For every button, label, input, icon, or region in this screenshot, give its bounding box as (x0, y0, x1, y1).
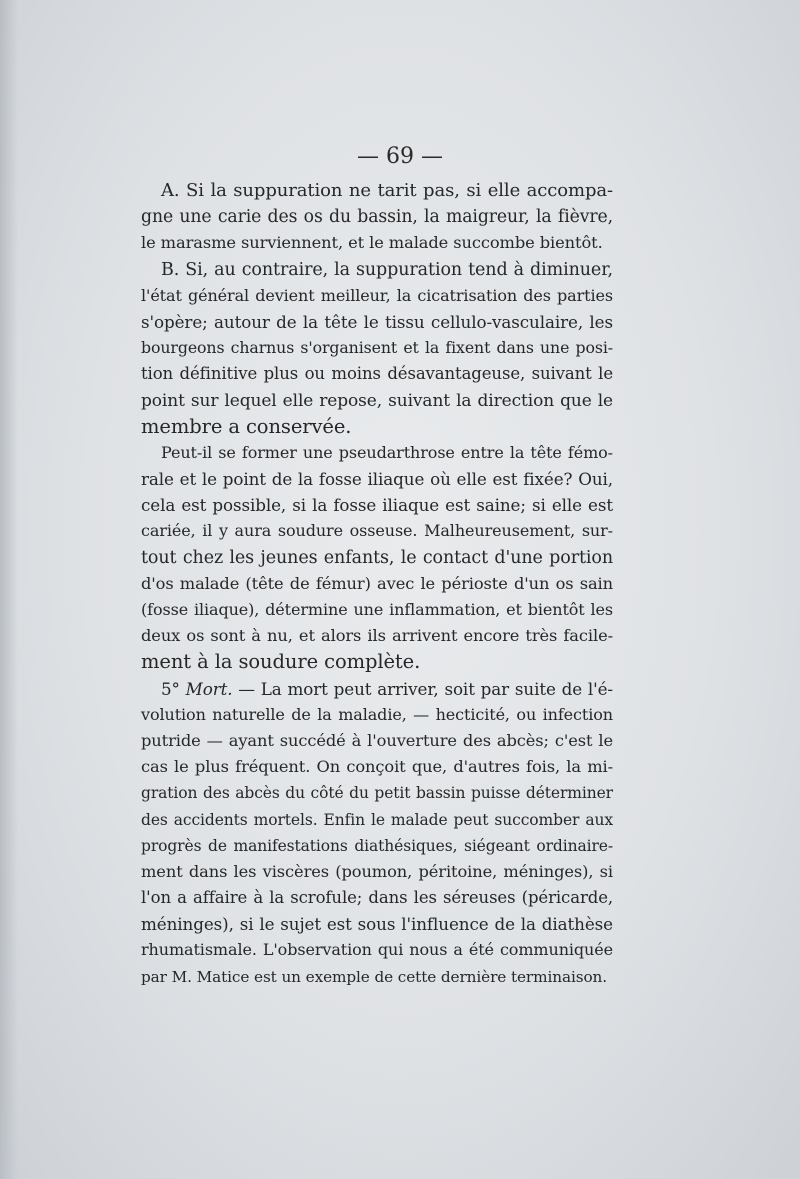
text-line: (fosse iliaque), détermine une inflammation, et bientôt les (141, 600, 613, 619)
text-line: rhumatismale. L'observation qui nous a été communiquée (141, 940, 613, 960)
text-line: progrès de manifestations diathésiques, siégeant ordinaire- (141, 836, 613, 855)
text-line: volution naturelle de la maladie, — hecticité, ou infection (141, 704, 613, 724)
text-line: ment dans les viscères (poumon, péritoine, méninges), si (141, 861, 613, 881)
text-line: l'on a affaire à la scrofule; dans les séreuses (péricarde, (141, 888, 613, 908)
text-line: l'état général devient meilleur, la cicatrisation des parties (141, 285, 613, 305)
text-line: d'os malade (tête de fémur) avec le périoste d'un os sain (141, 573, 613, 593)
text-line: par M. Matice est un exemple de cette dernière terminaison. (141, 967, 608, 986)
text-line: gne une carie des os du bassin, la maigreur, la fièvre, (141, 207, 613, 228)
text-line: tion définitive plus ou moins désavantageuse, suivant le (141, 364, 613, 384)
text-line: des accidents mortels. Enfin le malade peut succomber aux (141, 810, 613, 829)
text-line: Peut-il se former une pseudarthrose entre la tête fémo- (161, 442, 613, 462)
text-line: point sur lequel elle repose, suivant la direction que le (141, 390, 613, 411)
text-line: cela est possible, si la fosse iliaque est saine; si elle est (141, 495, 613, 516)
text-line: cas le plus fréquent. On conçoit que, d'autres fois, la mi- (141, 757, 613, 777)
page-number: — 69 — (357, 144, 443, 169)
body-text (141, 178, 613, 990)
text-line: s'opère; autour de la tête le tissu cellulo-vasculaire, les (141, 311, 613, 332)
section-heading: Mort. (185, 678, 233, 699)
text-line: cariée, il y aura soudure osseuse. Malheureusement, sur- (141, 521, 613, 541)
text-line: tout chez les jeunes enfants, le contact d'une portion (141, 547, 613, 568)
text-line: gration des abcès du côté du petit bassin puisse déterminer (141, 784, 613, 803)
text-line: B. Si, au contraire, la suppuration tend à diminuer, (161, 259, 613, 280)
text-line: bourgeons charnus s'organisent et la fixent dans une posi- (141, 338, 613, 358)
text-line: A. Si la suppuration ne tarit pas, si elle accompa- (161, 180, 613, 201)
page-edge-shadow (0, 0, 18, 1179)
text-line: deux os sont à nu, et alors ils arrivent encore très facile- (141, 626, 613, 646)
text-line: putride — ayant succédé à l'ouverture des abcès; c'est le (141, 730, 613, 750)
text-line (141, 676, 613, 702)
text-line: le marasme surviennent, et le malade succombe bientôt. (141, 233, 603, 253)
text-line-content: — La mort peut arriver, soit par suite de l'é- (232, 678, 613, 699)
text-line: méninges), si le sujet est sous l'influence de la diathèse (141, 914, 613, 935)
text-line: rale et le point de la fosse iliaque où elle est fixée? Oui, (141, 469, 613, 490)
section-number: 5° (161, 678, 186, 699)
text-line: ment à la soudure complète. (141, 650, 421, 674)
text-line: membre a conservée. (141, 414, 352, 438)
